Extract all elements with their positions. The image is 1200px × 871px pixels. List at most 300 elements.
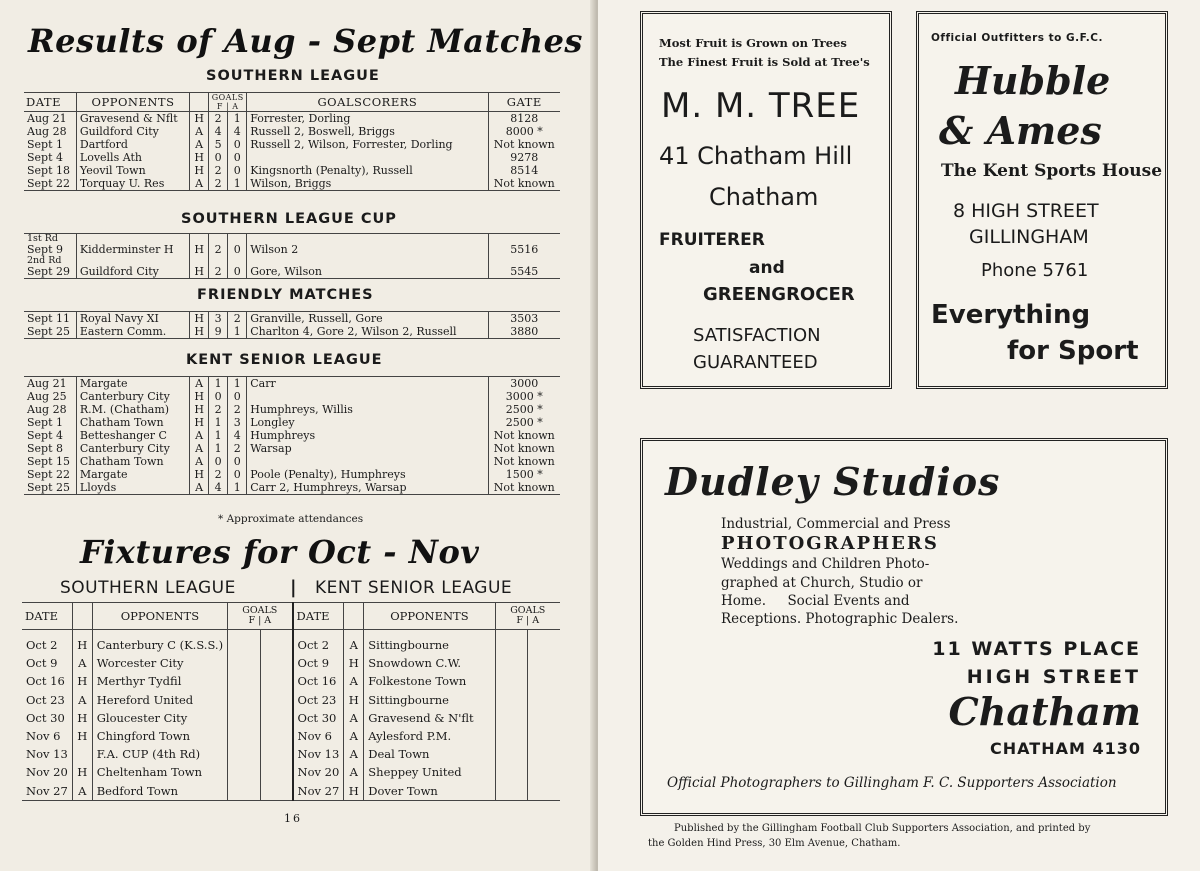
- kent-fixture-venue: H: [344, 654, 364, 672]
- kent-heading: KENT SENIOR LEAGUE: [186, 352, 383, 368]
- row-opponent: Lloyds: [76, 481, 189, 495]
- dudley-desc5: Home. Social Events and: [721, 593, 910, 609]
- southern-league-heading: SOUTHERN LEAGUE: [206, 68, 380, 84]
- header-goals-fa: F | A: [216, 102, 239, 111]
- row-venue: H: [190, 112, 209, 126]
- row-goals-against: 4: [228, 125, 247, 138]
- row-goals-for: 2: [209, 177, 228, 191]
- row-date: Sept 11: [27, 312, 71, 325]
- table-row: [22, 727, 560, 745]
- hubble-slogan2: for Sport: [1007, 336, 1139, 366]
- row-venue: A: [190, 481, 209, 495]
- southern-fixture-date: Nov 6: [26, 729, 61, 744]
- row-opponent: Canterbury City: [76, 390, 189, 403]
- southern-fixture-goals-against: [260, 691, 293, 709]
- row-goals-against: 1: [228, 377, 247, 391]
- row-opponent: Canterbury City: [76, 442, 189, 455]
- table-row: [24, 234, 560, 257]
- row-venue: A: [190, 177, 209, 191]
- row-date: Aug 28: [27, 125, 67, 138]
- row-goals-for: 0: [209, 151, 228, 164]
- row-scorers: Forrester, Dorling: [247, 112, 488, 126]
- table-row: [24, 481, 560, 495]
- row-goals-against: 0: [228, 468, 247, 481]
- southern-fixture-date: Oct 30: [26, 710, 65, 725]
- southern-fixture-venue: A: [72, 654, 92, 672]
- kent-fixture-venue: A: [344, 727, 364, 745]
- row-opponent: Kidderminster H: [76, 234, 189, 257]
- dudley-town: Chatham: [948, 689, 1141, 734]
- friendly-heading: FRIENDLY MATCHES: [197, 287, 374, 303]
- southern-header-venue: [72, 603, 92, 630]
- row-scorers: Charlton 4, Gore 2, Wilson 2, Russell: [247, 325, 488, 339]
- kent-fixture-opponent: Sittingbourne: [364, 691, 495, 709]
- header-scorers: GOALSCORERS: [247, 93, 488, 112]
- southern-fixture-date: Oct 16: [26, 674, 65, 689]
- row-date: Sept 22: [27, 468, 71, 481]
- league-cup-heading: SOUTHERN LEAGUE CUP: [181, 211, 397, 227]
- southern-header-goals-label: GOALS: [242, 605, 278, 616]
- row-opponent: Margate: [76, 377, 189, 391]
- kent-fixture-goals-against: [527, 709, 560, 727]
- row-gate: 3000: [488, 377, 560, 391]
- kent-fixture-goals-for: [495, 691, 527, 709]
- row-opponent: Margate: [76, 468, 189, 481]
- row-gate: 8000 *: [488, 125, 560, 138]
- row-scorers: Humphreys, Willis: [247, 403, 488, 416]
- kent-fixture-venue: A: [344, 630, 364, 655]
- table-row: [24, 429, 560, 442]
- southern-fixture-venue: H: [72, 709, 92, 727]
- row-goals-for: 4: [209, 125, 228, 138]
- row-gate: Not known: [488, 455, 560, 468]
- southern-fixture-goals-for: [228, 654, 260, 672]
- table-row: [24, 164, 560, 177]
- kent-fixture-opponent: Sheppey United: [364, 763, 495, 781]
- southern-fixture-goals-for: [228, 763, 260, 781]
- southern-fixture-venue: A: [72, 782, 92, 801]
- southern-fixture-opponent: Canterbury C (K.S.S.): [92, 630, 227, 655]
- row-date: Sept 4: [27, 429, 64, 442]
- southern-fixture-goals-for: [228, 691, 260, 709]
- kent-fixture-date: Nov 20: [293, 763, 344, 781]
- results-title: Results of Aug - Sept Matches: [28, 22, 583, 60]
- row-gate: 2500 *: [488, 403, 560, 416]
- row-goals-against: 1: [228, 481, 247, 495]
- table-row: [22, 672, 560, 690]
- southern-fixture-venue: H: [72, 672, 92, 690]
- row-goals-against: 0: [228, 138, 247, 151]
- row-date: Aug 28: [27, 403, 67, 416]
- row-date: Aug 21: [27, 112, 67, 125]
- attendance-note: * Approximate attendances: [218, 513, 364, 525]
- southern-fixture-goals-for: [228, 709, 260, 727]
- row-date: [24, 256, 76, 279]
- page-number: 16: [284, 812, 302, 825]
- kent-fixture-goals-for: [495, 630, 527, 655]
- row-goals-for: 9: [209, 325, 228, 339]
- row-opponent: Guildford City: [76, 256, 189, 279]
- row-goals-for: 4: [209, 481, 228, 495]
- kent-fixture-goals-for: [495, 727, 527, 745]
- row-opponent: Guildford City: [76, 125, 189, 138]
- row-opponent: Chatham Town: [76, 455, 189, 468]
- row-date: Sept 22: [27, 177, 71, 190]
- row-gate: 9278: [488, 151, 560, 164]
- row-date: Aug 21: [27, 377, 67, 390]
- southern-header-date: DATE: [25, 609, 58, 623]
- row-goals-for: 0: [209, 455, 228, 468]
- row-date: [24, 234, 76, 257]
- table-row: [24, 416, 560, 429]
- kent-header-venue: [344, 603, 364, 630]
- table-row: [22, 763, 560, 781]
- row-venue: A: [190, 442, 209, 455]
- southern-fixture-goals-for: [228, 727, 260, 745]
- row-gate: 1500 *: [488, 468, 560, 481]
- fixtures-title: Fixtures for Oct - Nov: [80, 533, 480, 571]
- tree-trade3: GREENGROCER: [703, 284, 855, 305]
- row-goals-against: 1: [228, 325, 247, 339]
- row-goals-against: 3: [228, 416, 247, 429]
- kent-header-goals-fa: F | A: [516, 615, 540, 626]
- southern-fixture-goals-for: [228, 745, 260, 763]
- southern-fixture-opponent: Cheltenham Town: [92, 763, 227, 781]
- row-date: Sept 15: [27, 455, 71, 468]
- row-opponent: Yeovil Town: [76, 164, 189, 177]
- table-row: [24, 112, 560, 126]
- row-opponent: Chatham Town: [76, 416, 189, 429]
- row-scorers: Carr 2, Humphreys, Warsap: [247, 481, 488, 495]
- fixtures-southern-heading: SOUTHERN LEAGUE: [60, 578, 236, 598]
- row-date: Sept 18: [27, 164, 71, 177]
- row-scorers: [247, 151, 488, 164]
- table-row: [24, 151, 560, 164]
- southern-fixture-opponent: Hereford United: [92, 691, 227, 709]
- row-venue: H: [190, 403, 209, 416]
- southern-fixture-goals-against: [260, 654, 293, 672]
- row-venue: H: [190, 151, 209, 164]
- kent-fixture-venue: H: [344, 691, 364, 709]
- kent-fixture-date: Oct 30: [293, 709, 344, 727]
- right-page: [598, 0, 1200, 871]
- row-scorers: [247, 455, 488, 468]
- row-scorers: [247, 390, 488, 403]
- kent-fixture-opponent: Aylesford P.M.: [364, 727, 495, 745]
- table-row: [24, 403, 560, 416]
- kent-fixture-venue: A: [344, 745, 364, 763]
- kent-fixture-goals-against: [527, 672, 560, 690]
- kent-fixture-goals-against: [527, 745, 560, 763]
- kent-fixture-opponent: Gravesend & N'flt: [364, 709, 495, 727]
- row-goals-against: 2: [228, 403, 247, 416]
- header-date: DATE: [26, 95, 61, 109]
- tree-address1: 41 Chatham Hill: [659, 142, 853, 170]
- row-gate: 8128: [488, 112, 560, 126]
- dudley-address1: 11 WATTS PLACE: [932, 638, 1141, 660]
- southern-fixture-venue: A: [72, 691, 92, 709]
- row-scorers: Carr: [247, 377, 488, 391]
- table-row: [22, 782, 560, 801]
- row-gate: Not known: [488, 481, 560, 495]
- row-date: Sept 8: [27, 442, 64, 455]
- table-row: [22, 654, 560, 672]
- row-venue: H: [190, 390, 209, 403]
- southern-fixture-date: Oct 2: [26, 638, 58, 653]
- table-row: [24, 325, 560, 339]
- hubble-address2: GILLINGHAM: [969, 226, 1089, 248]
- kent-fixture-opponent: Sittingbourne: [364, 630, 495, 655]
- southern-fixture-date: Oct 9: [26, 656, 58, 671]
- row-goals-against: 0: [228, 151, 247, 164]
- row-goals-for: 1: [209, 429, 228, 442]
- header-venue: [190, 93, 209, 112]
- row-date: Sept 1: [27, 138, 64, 151]
- southern-fixture-goals-against: [260, 709, 293, 727]
- kent-header-opponents: OPPONENTS: [364, 603, 495, 630]
- table-row: [24, 125, 560, 138]
- dudley-address2: HIGH STREET: [966, 666, 1141, 688]
- row-opponent: R.M. (Chatham): [76, 403, 189, 416]
- southern-fixture-date: Nov 13: [26, 747, 68, 762]
- row-goals-against: 0: [228, 164, 247, 177]
- row-goals-for: 0: [209, 390, 228, 403]
- kent-fixture-venue: A: [344, 709, 364, 727]
- southern-fixture-opponent: Merthyr Tydfil: [92, 672, 227, 690]
- fixtures-header-row: [22, 603, 560, 630]
- row-goals-against: 0: [228, 455, 247, 468]
- hubble-phone: Phone 5761: [981, 260, 1089, 281]
- dudley-phone: CHATHAM 4130: [990, 739, 1141, 758]
- southern-fixture-goals-against: [260, 745, 293, 763]
- row-venue: A: [190, 138, 209, 151]
- row-goals-for: 5: [209, 138, 228, 151]
- kent-fixture-date: Nov 6: [293, 727, 344, 745]
- row-scorers: Humphreys: [247, 429, 488, 442]
- row-opponent: Royal Navy XI: [76, 312, 189, 326]
- southern-fixture-goals-for: [228, 630, 260, 655]
- kent-fixture-opponent: Dover Town: [364, 782, 495, 801]
- southern-fixture-goals-against: [260, 630, 293, 655]
- tree-trade2: and: [749, 258, 785, 278]
- dudley-desc2: PHOTOGRAPHERS: [721, 533, 939, 554]
- row-scorers: Poole (Penalty), Humphreys: [247, 468, 488, 481]
- row-opponent: Lovells Ath: [76, 151, 189, 164]
- table-row: [24, 177, 560, 191]
- dudley-desc3: Weddings and Children Photo-: [721, 556, 930, 572]
- row-date-value: Sept 9: [27, 243, 64, 256]
- row-scorers: Kingsnorth (Penalty), Russell: [247, 164, 488, 177]
- kent-fixture-opponent: Deal Town: [364, 745, 495, 763]
- header-opponents: OPPONENTS: [76, 93, 189, 112]
- hubble-name1: Hubble: [955, 58, 1111, 103]
- row-goals-against: 0: [228, 256, 247, 279]
- row-goals-against: 4: [228, 429, 247, 442]
- row-scorers: Russell 2, Wilson, Forrester, Dorling: [247, 138, 488, 151]
- dudley-desc6: Receptions. Photographic Dealers.: [721, 611, 959, 627]
- southern-header-goals-fa: F | A: [248, 615, 272, 626]
- table-row: [24, 138, 560, 151]
- row-date-value: Sept 29: [27, 265, 71, 278]
- dudley-desc4: graphed at Church, Studio or: [721, 575, 923, 591]
- header-goals: [209, 93, 247, 112]
- kent-fixture-goals-for: [495, 745, 527, 763]
- southern-header-opponents: OPPONENTS: [92, 603, 227, 630]
- row-gate: Not known: [488, 429, 560, 442]
- kent-fixture-opponent: Folkestone Town: [364, 672, 495, 690]
- southern-fixture-venue: H: [72, 630, 92, 655]
- row-round: 1st Rd: [27, 233, 58, 244]
- tree-trade1: FRUITERER: [659, 230, 765, 250]
- table-row: [22, 630, 560, 655]
- table-row: [24, 312, 560, 326]
- hubble-name2: & Ames: [939, 108, 1102, 153]
- southern-fixture-goals-against: [260, 727, 293, 745]
- row-venue: H: [190, 325, 209, 339]
- southern-fixture-opponent: F.A. CUP (4th Rd): [92, 745, 227, 763]
- row-gate: 3503: [488, 312, 560, 326]
- row-scorers: Warsap: [247, 442, 488, 455]
- row-scorers: Wilson 2: [247, 234, 488, 257]
- row-venue: H: [190, 164, 209, 177]
- tree-line2: The Finest Fruit is Sold at Tree's: [659, 55, 870, 69]
- row-gate: Not known: [488, 177, 560, 191]
- kent-fixture-date: Nov 13: [293, 745, 344, 763]
- kent-fixture-goals-against: [527, 763, 560, 781]
- row-goals-against: 0: [228, 234, 247, 257]
- row-gate: 5516: [488, 234, 560, 257]
- row-gate: 2500 *: [488, 416, 560, 429]
- southern-fixture-opponent: Chingford Town: [92, 727, 227, 745]
- southern-fixture-venue: H: [72, 763, 92, 781]
- row-date: Sept 1: [27, 416, 64, 429]
- imprint-line1: Published by the Gillingham Football Club Supporters Association, and printed by: [674, 823, 1091, 834]
- dudley-name: Dudley Studios: [665, 459, 1001, 504]
- kent-fixture-venue: H: [344, 782, 364, 801]
- tree-name: M. M. TREE: [661, 86, 861, 126]
- tree-advert: [640, 11, 892, 389]
- row-date: Sept 4: [27, 151, 64, 164]
- row-venue: A: [190, 429, 209, 442]
- southern-fixture-goals-against: [260, 782, 293, 801]
- kent-fixture-venue: A: [344, 763, 364, 781]
- row-venue: A: [190, 455, 209, 468]
- dudley-footer: Official Photographers to Gillingham F. C. Supporters Association: [667, 775, 1117, 791]
- table-row: [22, 709, 560, 727]
- friendly-results-table: [24, 311, 560, 339]
- header-gate: GATE: [488, 93, 560, 112]
- southern-fixture-goals-against: [260, 672, 293, 690]
- kent-fixture-goals-for: [495, 782, 527, 801]
- row-scorers: Wilson, Briggs: [247, 177, 488, 191]
- dudley-studios-advert: [640, 438, 1168, 816]
- row-goals-against: 1: [228, 112, 247, 126]
- kent-fixture-goals-against: [527, 654, 560, 672]
- kent-fixture-date: Oct 2: [293, 630, 344, 655]
- header-goals-label: GOALS: [211, 93, 244, 102]
- table-row: [24, 442, 560, 455]
- row-opponent: Torquay U. Res: [76, 177, 189, 191]
- row-gate: 3000 *: [488, 390, 560, 403]
- hubble-ames-advert: [916, 11, 1168, 389]
- kent-results-table: [24, 376, 560, 495]
- row-goals-for: 2: [209, 403, 228, 416]
- fixtures-separator: |: [290, 577, 297, 598]
- kent-fixture-venue: A: [344, 672, 364, 690]
- tree-guarantee1: SATISFACTION: [693, 325, 821, 346]
- row-gate: Not known: [488, 138, 560, 151]
- row-scorers: Longley: [247, 416, 488, 429]
- row-goals-for: 2: [209, 164, 228, 177]
- kent-header-date: DATE: [293, 603, 344, 630]
- fixtures-table: [22, 602, 560, 801]
- row-goals-against: 2: [228, 312, 247, 326]
- row-gate: 8514: [488, 164, 560, 177]
- row-goals-for: 2: [209, 234, 228, 257]
- row-opponent: Dartford: [76, 138, 189, 151]
- southern-fixture-goals-for: [228, 782, 260, 801]
- kent-fixture-goals-against: [527, 782, 560, 801]
- kent-fixture-date: Oct 23: [293, 691, 344, 709]
- hubble-slogan1: Everything: [931, 300, 1091, 330]
- hubble-tagline: The Kent Sports House: [941, 161, 1163, 181]
- kent-fixture-goals-for: [495, 654, 527, 672]
- imprint-line2: the Golden Hind Press, 30 Elm Avenue, Chatham.: [648, 838, 901, 849]
- southern-fixture-opponent: Worcester City: [92, 654, 227, 672]
- row-goals-for: 2: [209, 256, 228, 279]
- row-venue: A: [190, 125, 209, 138]
- row-goals-against: 0: [228, 390, 247, 403]
- southern-fixture-date: Oct 23: [26, 692, 65, 707]
- tree-guarantee2: GUARANTEED: [693, 352, 818, 373]
- row-venue: H: [190, 256, 209, 279]
- table-row: [24, 468, 560, 481]
- kent-fixture-date: Nov 27: [293, 782, 344, 801]
- kent-fixture-goals-against: [527, 630, 560, 655]
- table-row: [24, 390, 560, 403]
- kent-fixture-goals-against: [527, 691, 560, 709]
- kent-fixture-date: Oct 16: [293, 672, 344, 690]
- kent-fixture-date: Oct 9: [293, 654, 344, 672]
- row-scorers: Gore, Wilson: [247, 256, 488, 279]
- results-header-row: [24, 93, 560, 112]
- kent-header-goals: [495, 603, 560, 630]
- southern-fixture-opponent: Bedford Town: [92, 782, 227, 801]
- row-date: Sept 25: [27, 325, 71, 338]
- league-cup-results-table: [24, 233, 560, 279]
- row-venue: H: [190, 416, 209, 429]
- row-date: Aug 25: [27, 390, 67, 403]
- southern-fixture-goals-against: [260, 763, 293, 781]
- hubble-official: Official Outfitters to G.F.C.: [931, 32, 1103, 44]
- southern-header-goals: [228, 603, 293, 630]
- row-gate: 3880: [488, 325, 560, 339]
- kent-fixture-goals-for: [495, 709, 527, 727]
- row-date: Sept 25: [27, 481, 71, 494]
- row-gate: 5545: [488, 256, 560, 279]
- table-row: [24, 377, 560, 391]
- tree-line1: Most Fruit is Grown on Trees: [659, 36, 847, 50]
- row-opponent: Gravesend & Nflt: [76, 112, 189, 126]
- row-goals-against: 1: [228, 177, 247, 191]
- southern-league-results-table: [24, 92, 560, 191]
- southern-fixture-venue: [72, 745, 92, 763]
- kent-fixture-goals-for: [495, 672, 527, 690]
- table-row: [24, 256, 560, 279]
- row-gate: Not known: [488, 442, 560, 455]
- row-goals-for: 2: [209, 468, 228, 481]
- row-venue: H: [190, 468, 209, 481]
